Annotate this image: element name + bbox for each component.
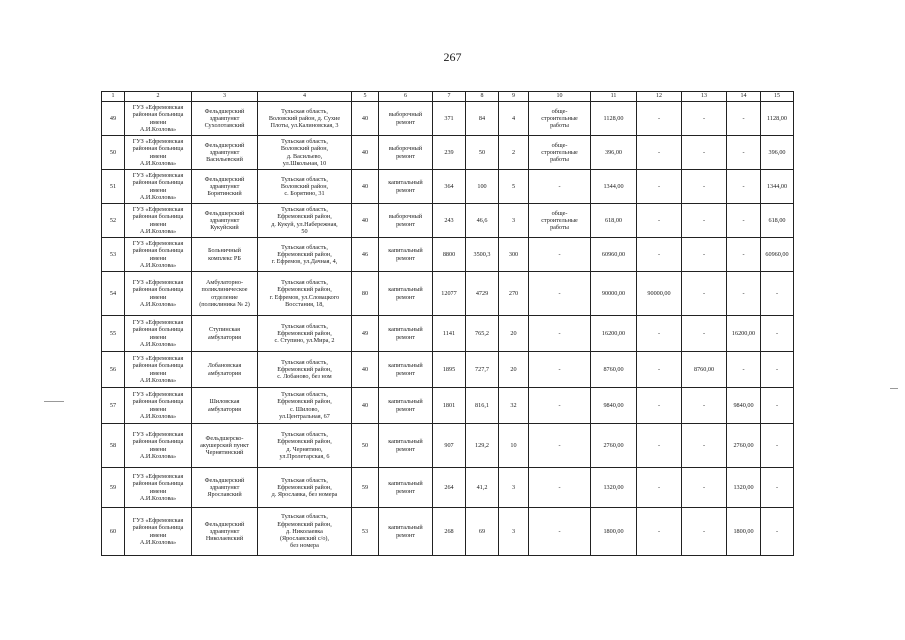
- column-header: 10: [529, 92, 591, 102]
- table-cell: 1800,00: [727, 508, 761, 556]
- table-cell: 1320,00: [591, 468, 637, 508]
- table-cell: Тульская область, Ефремовский район, г. Ефремов, ул.Дачная, 4,: [258, 238, 352, 272]
- table-cell: 32: [499, 388, 529, 424]
- table-cell: Лобановская амбулатория: [192, 352, 258, 388]
- table-cell: -: [637, 388, 682, 424]
- table-cell: Тульская область, Воловский район, с. Борятино, 31: [258, 170, 352, 204]
- table-cell: капитальный ремонт: [379, 352, 433, 388]
- table-cell: Фельдшерский здравпункт Васильевский: [192, 136, 258, 170]
- table-cell: 3: [499, 508, 529, 556]
- table-cell: капитальный ремонт: [379, 170, 433, 204]
- table-cell: 50: [352, 424, 379, 468]
- table-cell: -: [727, 238, 761, 272]
- table-row: [102, 424, 883, 468]
- column-header: 11: [591, 92, 637, 102]
- table-cell: -: [682, 388, 727, 424]
- table-cell: 60960,00: [591, 238, 637, 272]
- table-cell: капитальный ремонт: [379, 238, 433, 272]
- table-row: [102, 136, 883, 170]
- table-cell: ГУЗ «Ефремовская районная больница имени А.И.Козлова»: [125, 136, 192, 170]
- table-cell: ГУЗ «Ефремовская районная больница имени А.И.Козлова»: [125, 508, 192, 556]
- table-cell: обще- строительные работы: [529, 136, 591, 170]
- table-cell: -: [529, 508, 591, 556]
- table-cell: 8760,00: [682, 352, 727, 388]
- table-cell: 40: [352, 102, 379, 136]
- table-cell: -: [761, 272, 794, 316]
- page-number: 267: [443, 50, 462, 64]
- table-cell: 41,2: [466, 468, 499, 508]
- table-cell: -: [682, 424, 727, 468]
- table-cell: -: [682, 316, 727, 352]
- table-cell: -: [727, 102, 761, 136]
- table-cell: 57: [102, 388, 125, 424]
- table-cell: -: [529, 316, 591, 352]
- table-cell: -: [529, 424, 591, 468]
- table-cell: Фельдшерский здравпункт Кукуйский: [192, 204, 258, 238]
- table-cell: 50: [102, 136, 125, 170]
- table-cell: 243: [433, 204, 466, 238]
- table-cell: ГУЗ «Ефремовская районная больница имени А.И.Козлова»: [125, 316, 192, 352]
- table-cell: -: [682, 272, 727, 316]
- table-cell: 4729: [466, 272, 499, 316]
- table-cell: 20: [499, 352, 529, 388]
- margin-mark-left: [44, 401, 64, 402]
- table-cell: Фельдшерский здравпункт Николаевский: [192, 508, 258, 556]
- table-cell: 56: [102, 352, 125, 388]
- table-cell: 90000,00: [637, 272, 682, 316]
- table-cell: -: [761, 468, 794, 508]
- table-cell: -: [682, 508, 727, 556]
- table-cell: 40: [352, 204, 379, 238]
- table-cell: 618,00: [761, 204, 794, 238]
- table-cell: -: [682, 170, 727, 204]
- table-cell: 3: [499, 204, 529, 238]
- table-cell: 59: [352, 468, 379, 508]
- table-cell: 69: [466, 508, 499, 556]
- table-cell: 727,7: [466, 352, 499, 388]
- table-cell: 59: [102, 468, 125, 508]
- column-header: 7: [433, 92, 466, 102]
- table-cell: -: [637, 136, 682, 170]
- table-cell: выборочный ремонт: [379, 102, 433, 136]
- table-row: [102, 102, 883, 136]
- table-cell: -: [637, 238, 682, 272]
- column-header: 8: [466, 92, 499, 102]
- column-header: 9: [499, 92, 529, 102]
- table-cell: 9840,00: [727, 388, 761, 424]
- table-cell: Больничный комплекс РБ: [192, 238, 258, 272]
- table-cell: Ступинская амбулатория: [192, 316, 258, 352]
- table-cell: 5: [499, 170, 529, 204]
- table-cell: -: [682, 468, 727, 508]
- table-cell: обще- строительные работы: [529, 102, 591, 136]
- column-header: 2: [125, 92, 192, 102]
- table-cell: 371: [433, 102, 466, 136]
- table-cell: Тульская область, Ефремовский район, г. Ефремов, ул.Словацкого Восстания, 18,: [258, 272, 352, 316]
- table-cell: 396,00: [591, 136, 637, 170]
- table-row: [102, 316, 883, 352]
- table-cell: 2760,00: [591, 424, 637, 468]
- margin-mark-right: [890, 388, 898, 389]
- table-cell: 46: [352, 238, 379, 272]
- table-cell: Тульская область, Ефремовский район, с. Ступино, ул.Мира, 2: [258, 316, 352, 352]
- table-cell: Тульская область, Ефремовский район, д. Николаевка (Ярославский с/о), без номера: [258, 508, 352, 556]
- table-cell: -: [637, 316, 682, 352]
- table-cell: 268: [433, 508, 466, 556]
- table-cell: 1128,00: [591, 102, 637, 136]
- column-header: 1: [102, 92, 125, 102]
- column-header: 4: [258, 92, 352, 102]
- table-cell: Тульская область, Ефремовский район, с. Шилово, ул.Центральная, 67: [258, 388, 352, 424]
- table-cell: 8760,00: [591, 352, 637, 388]
- table-cell: ГУЗ «Ефремовская районная больница имени А.И.Козлова»: [125, 102, 192, 136]
- table-cell: ГУЗ «Ефремовская районная больница имени А.И.Козлова»: [125, 170, 192, 204]
- column-header: 13: [682, 92, 727, 102]
- table-cell: ГУЗ «Ефремовская районная больница имени А.И.Козлова»: [125, 352, 192, 388]
- table-cell: -: [637, 424, 682, 468]
- table-cell: 40: [352, 170, 379, 204]
- table-cell: Фельдшерский здравпункт Борятинский: [192, 170, 258, 204]
- table-cell: 54: [102, 272, 125, 316]
- table-cell: 40: [352, 352, 379, 388]
- table-cell: капитальный ремонт: [379, 468, 433, 508]
- table-row: [102, 508, 883, 556]
- table-cell: 46,6: [466, 204, 499, 238]
- table-cell: ГУЗ «Ефремовская районная больница имени А.И.Козлова»: [125, 272, 192, 316]
- table-cell: -: [682, 204, 727, 238]
- table-cell: 2: [499, 136, 529, 170]
- table-cell: -: [682, 102, 727, 136]
- table-cell: ГУЗ «Ефремовская районная больница имени А.И.Козлова»: [125, 468, 192, 508]
- table-cell: 1895: [433, 352, 466, 388]
- column-header: 14: [727, 92, 761, 102]
- table-cell: 53: [352, 508, 379, 556]
- table-cell: 2760,00: [727, 424, 761, 468]
- table-cell: 3: [499, 468, 529, 508]
- table-cell: -: [761, 424, 794, 468]
- table-cell: -: [529, 388, 591, 424]
- table-cell: 49: [102, 102, 125, 136]
- table-cell: капитальный ремонт: [379, 272, 433, 316]
- table-cell: Фельдшерско- акушерский пункт Чернятинский: [192, 424, 258, 468]
- table-cell: обще- строительные работы: [529, 204, 591, 238]
- table-row: [102, 352, 883, 388]
- table-cell: 816,1: [466, 388, 499, 424]
- table-cell: -: [727, 170, 761, 204]
- table-cell: -: [529, 272, 591, 316]
- table-cell: -: [761, 388, 794, 424]
- table-cell: -: [682, 136, 727, 170]
- table-cell: 9840,00: [591, 388, 637, 424]
- table-cell: -: [529, 352, 591, 388]
- table-cell: -: [727, 204, 761, 238]
- table-row: [102, 238, 883, 272]
- column-header: 6: [379, 92, 433, 102]
- table-cell: Амбулаторно- поликлиническое отделение (поликлиника № 2): [192, 272, 258, 316]
- table-cell: -: [761, 508, 794, 556]
- table-cell: 1344,00: [591, 170, 637, 204]
- table-cell: Тульская область, Ефремовский район, д. Ярославка, без номера: [258, 468, 352, 508]
- table-cell: ГУЗ «Ефремовская районная больница имени А.И.Козлова»: [125, 388, 192, 424]
- table-cell: 364: [433, 170, 466, 204]
- table-cell: ГУЗ «Ефремовская районная больница имени А.И.Козлова»: [125, 204, 192, 238]
- table-cell: 90000,00: [591, 272, 637, 316]
- header-row: [102, 92, 883, 102]
- table-cell: -: [637, 508, 682, 556]
- table-cell: 49: [352, 316, 379, 352]
- table-cell: 60: [102, 508, 125, 556]
- table-cell: -: [637, 102, 682, 136]
- table-cell: 264: [433, 468, 466, 508]
- table-cell: 84: [466, 102, 499, 136]
- table-cell: Тульская область, Ефремовский район, с. Лобаново, без ном: [258, 352, 352, 388]
- table-cell: -: [727, 272, 761, 316]
- table-cell: -: [637, 170, 682, 204]
- table-cell: 40: [352, 136, 379, 170]
- table-cell: -: [529, 468, 591, 508]
- table-cell: капитальный ремонт: [379, 388, 433, 424]
- table-cell: 765,2: [466, 316, 499, 352]
- table-cell: 1801: [433, 388, 466, 424]
- table-cell: 58: [102, 424, 125, 468]
- table-cell: 1141: [433, 316, 466, 352]
- table-cell: капитальный ремонт: [379, 316, 433, 352]
- table-cell: Тульская область, Воловский район, д. Васильево, ул.Школьная, 10: [258, 136, 352, 170]
- table-cell: 100: [466, 170, 499, 204]
- table-row: [102, 170, 883, 204]
- column-header: 15: [761, 92, 794, 102]
- table-cell: Тульская область, Ефремовский район, д. Кукуй, ул.Набережная, 50: [258, 204, 352, 238]
- table-cell: -: [682, 238, 727, 272]
- table-cell: 907: [433, 424, 466, 468]
- table-cell: -: [637, 468, 682, 508]
- table-cell: 52: [102, 204, 125, 238]
- table-cell: 80: [352, 272, 379, 316]
- table-cell: 270: [499, 272, 529, 316]
- table-cell: -: [529, 238, 591, 272]
- table-cell: 618,00: [591, 204, 637, 238]
- column-header: 12: [637, 92, 682, 102]
- table-cell: 239: [433, 136, 466, 170]
- table-cell: 4: [499, 102, 529, 136]
- column-header: 3: [192, 92, 258, 102]
- table-cell: выборочный ремонт: [379, 136, 433, 170]
- table-cell: 20: [499, 316, 529, 352]
- table-row: [102, 468, 883, 508]
- table-cell: -: [727, 136, 761, 170]
- repair-program-table: [101, 91, 883, 556]
- table-cell: Тульская область, Воловский район, д. Сухие Плоты, ул.Калиновская, 3: [258, 102, 352, 136]
- table-cell: ГУЗ «Ефремовская районная больница имени А.И.Козлова»: [125, 238, 192, 272]
- table-cell: 8800: [433, 238, 466, 272]
- table-cell: 16200,00: [727, 316, 761, 352]
- table-cell: 53: [102, 238, 125, 272]
- table-cell: -: [727, 352, 761, 388]
- table-cell: капитальный ремонт: [379, 424, 433, 468]
- table-cell: 40: [352, 388, 379, 424]
- table-row: [102, 272, 883, 316]
- table-cell: 1320,00: [727, 468, 761, 508]
- table-cell: -: [761, 316, 794, 352]
- table-cell: 300: [499, 238, 529, 272]
- table-cell: 3500,3: [466, 238, 499, 272]
- table-cell: -: [637, 352, 682, 388]
- table-cell: 50: [466, 136, 499, 170]
- table-cell: капитальный ремонт: [379, 508, 433, 556]
- table-cell: Фельдшерский здравпункт Ярославский: [192, 468, 258, 508]
- table-cell: -: [529, 170, 591, 204]
- table-cell: 16200,00: [591, 316, 637, 352]
- table-cell: Фельдшерский здравпункт Сухолотавский: [192, 102, 258, 136]
- table-cell: 396,00: [761, 136, 794, 170]
- table-cell: 12077: [433, 272, 466, 316]
- table-cell: 1800,00: [591, 508, 637, 556]
- table-cell: 60960,00: [761, 238, 794, 272]
- table-cell: 1128,00: [761, 102, 794, 136]
- table-cell: 1344,00: [761, 170, 794, 204]
- table-row: [102, 204, 883, 238]
- table-cell: выборочный ремонт: [379, 204, 433, 238]
- table-cell: 55: [102, 316, 125, 352]
- table-cell: Шиловская амбулатория: [192, 388, 258, 424]
- table-cell: 51: [102, 170, 125, 204]
- table-cell: -: [637, 204, 682, 238]
- table-cell: ГУЗ «Ефремовская районная больница имени А.И.Козлова»: [125, 424, 192, 468]
- table-cell: 10: [499, 424, 529, 468]
- table-cell: Тульская область, Ефремовский район, д. Чернятино, ул.Пролетарская, 6: [258, 424, 352, 468]
- table-cell: -: [761, 352, 794, 388]
- table-cell: 129,2: [466, 424, 499, 468]
- table-row: [102, 388, 883, 424]
- column-header: 5: [352, 92, 379, 102]
